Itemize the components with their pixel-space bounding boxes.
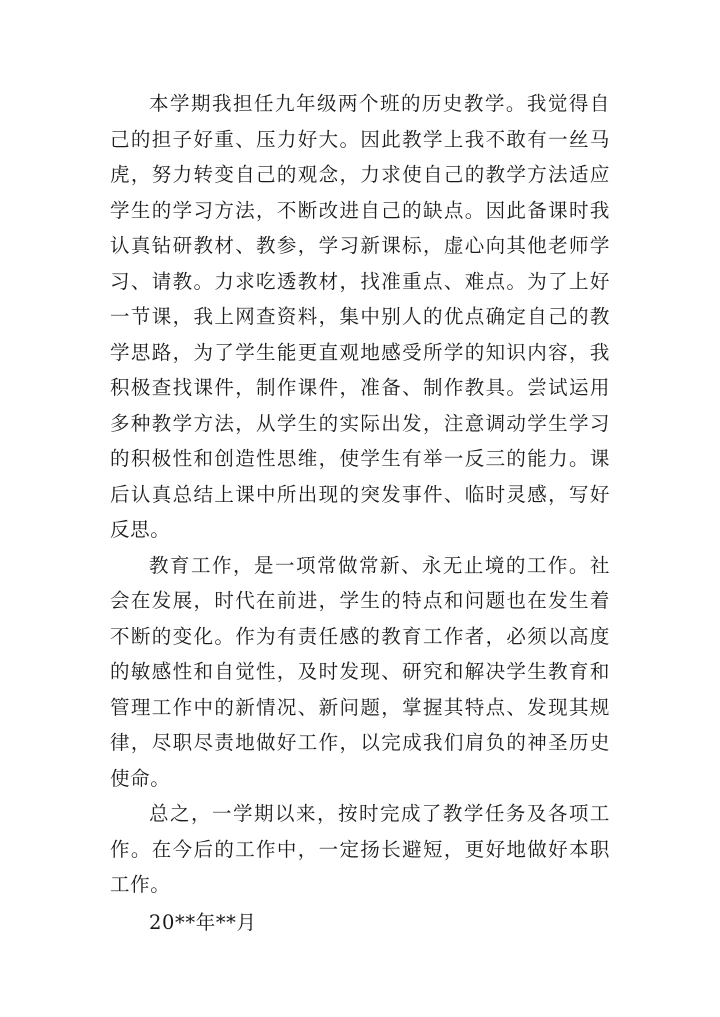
paragraph-teaching: 本学期我担任九年级两个班的历史教学。我觉得自己的担子好重、压力好大。因此教学上我不敢有一丝马虎，努力转变自己的观念，力求使自己的教学方法适应学生的学习方法，不断改进自己的缺点。因此备课时我认真钻研教材、教参，学习新课标，虚心向其他老师学习、请教。力求吃透教材，找准重点、难点。为了上好一节课，我上网查资料，集中别人的优点确定自己的教学思路，为了学生能更直观地感受所学的知识内容，我积极查找课件，制作课件，准备、制作教具。尝试运用多种教学方法，从学生的实际出发，注意调动学生学习的积极性和创造性思维，使学生有举一反三的能力。课后认真总结上课中所出现的突发事件、临时灵感，写好反思。 [110, 92, 610, 541]
document-date: 20**年**月 [149, 910, 257, 934]
paragraph-education-work: 教育工作，是一项常做常新、永无止境的工作。社会在发展，时代在前进，学生的特点和问题也在发生着不断的变化。作为有责任感的教育工作者，必须以高度的敏感性和自觉性，及时发现、研究和解决学生教育和管理工作中的新情况、新问题，掌握其特点、发现其规律，尽职尽责地做好工作，以完成我们肩负的神圣历史使命。 [110, 553, 610, 790]
document-body [110, 86, 610, 940]
paragraph-summary: 总之，一学期以来，按时完成了教学任务及各项工作。在今后的工作中，一定扬长避短，更好地做好本职工作。 [110, 802, 610, 896]
